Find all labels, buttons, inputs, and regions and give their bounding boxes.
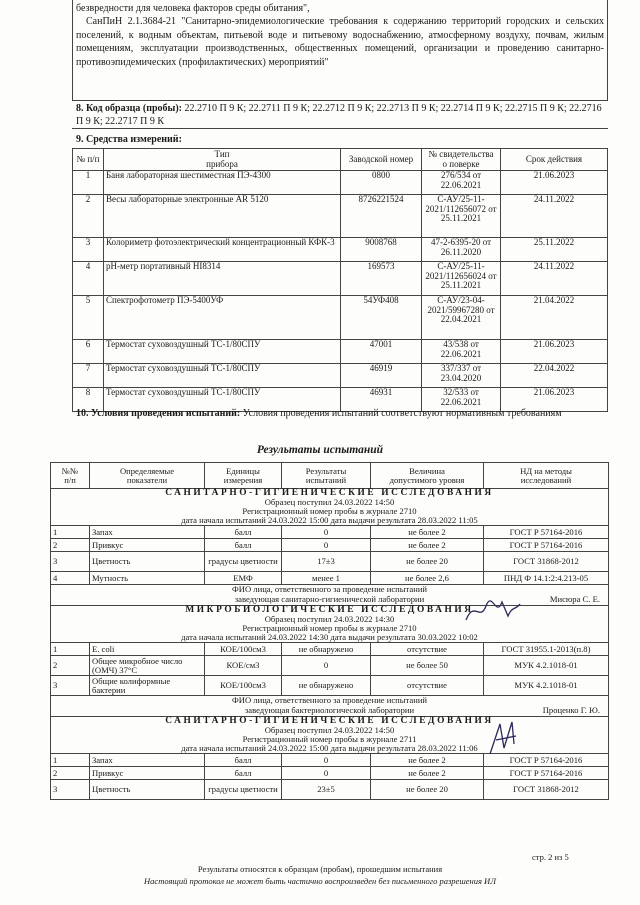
equipment-row bbox=[73, 364, 608, 388]
responsible-person-detail-row bbox=[51, 705, 609, 717]
result-limit: отсутствие bbox=[371, 643, 484, 656]
intro-text: СанПиН 2.1.3684-21 "Санитарно-эпидемиологические требования к содержанию территорий городских и сельских поселений, к водным объектам, питьевой воде и питьевому водоснабжению, атмосферному воздуху, почвам, жилым помещениям, эксплуатации производственных, общественных помещений, организации и проведению санитарно-противоэпидемических (профилактических) мероприятий" bbox=[76, 16, 604, 68]
responsible-person-detail bbox=[51, 594, 609, 606]
result-number: 2 bbox=[51, 656, 90, 676]
result-limit: не более 2,6 bbox=[371, 572, 484, 585]
result-row bbox=[51, 656, 609, 676]
responsible-person-row bbox=[51, 696, 609, 706]
result-method: ГОСТ 31868-2012 bbox=[484, 780, 609, 800]
result-indicator: Цветность bbox=[90, 552, 205, 572]
section-registration: Регистрационный номер пробы в журнале 2710 bbox=[51, 624, 609, 633]
equipment-number: 8 bbox=[73, 388, 104, 412]
responsible-person-detail bbox=[51, 705, 609, 717]
equipment-row bbox=[73, 238, 608, 262]
section-registration: Регистрационный номер пробы в журнале 2710 bbox=[51, 507, 609, 516]
equipment-certificate: 337/337 от 23.04.2020 bbox=[422, 364, 501, 388]
result-row bbox=[51, 552, 609, 572]
equipment-certificate: 43/538 от 22.06.2021 bbox=[422, 340, 501, 364]
section-dates: дата начала испытаний 24.03.2022 15:00 дата выдачи результата 28.03.2022 11:05 bbox=[51, 516, 609, 526]
result-number: 3 bbox=[51, 676, 90, 696]
equipment-header-row bbox=[73, 149, 608, 171]
result-indicator: Общее микробное число (ОМЧ) 37°С bbox=[90, 656, 205, 676]
footer-note2: Настоящий протокол не может быть частично воспроизведен без письменного разрешения ИЛ bbox=[144, 876, 496, 886]
section-title: МИКРОБИОЛОГИЧЕСКИЕ ИССЛЕДОВАНИЯ bbox=[51, 606, 609, 616]
equipment-number: 4 bbox=[73, 262, 104, 296]
equipment-validity: 24.11.2022 bbox=[501, 195, 608, 238]
result-number: 1 bbox=[51, 643, 90, 656]
equipment-type: Весы лабораторные электронные AR 5120 bbox=[104, 195, 341, 238]
equipment-type: Баня лабораторная шестиместная ПЭ-4300 bbox=[104, 171, 341, 195]
equipment-header-certificate: № свидетельства о поверке bbox=[422, 149, 501, 171]
responsible-person-role: заведующая санитарно-гигиенической лаборатории bbox=[234, 594, 425, 604]
section-dates: дата начала испытаний 24.03.2022 15:00 дата выдачи результата 28.03.2022 11:06 bbox=[51, 744, 609, 754]
equipment-number: 6 bbox=[73, 340, 104, 364]
result-row bbox=[51, 676, 609, 696]
result-method: МУК 4.2.1018-01 bbox=[484, 676, 609, 696]
section-received: Образец поступил 24.03.2022 14:50 bbox=[51, 726, 609, 735]
section-registration: Регистрационный номер пробы в журнале 2711 bbox=[51, 735, 609, 744]
result-number: 3 bbox=[51, 780, 90, 800]
frame-bottom-line bbox=[72, 100, 608, 101]
result-method: ГОСТ Р 57164-2016 bbox=[484, 754, 609, 767]
section-dates-row bbox=[51, 633, 609, 643]
result-method: ГОСТ Р 57164-2016 bbox=[484, 767, 609, 780]
responsible-person-detail-row bbox=[51, 594, 609, 606]
footer-note1: Результаты относятся к образцам (пробам), прошедшим испытания bbox=[197, 864, 443, 874]
result-units: градусы цветности bbox=[205, 780, 282, 800]
equipment-header-validity: Срок действия bbox=[501, 149, 608, 171]
result-units: балл bbox=[205, 754, 282, 767]
equipment-validity: 21.06.2023 bbox=[501, 340, 608, 364]
result-value: менее 1 bbox=[282, 572, 371, 585]
result-units: КОЕ/100см3 bbox=[205, 676, 282, 696]
result-method: ГОСТ 31868-2012 bbox=[484, 552, 609, 572]
result-limit: отсутствие bbox=[371, 676, 484, 696]
result-limit: не более 50 bbox=[371, 656, 484, 676]
section-dates-row bbox=[51, 516, 609, 526]
result-indicator: Мутность bbox=[90, 572, 205, 585]
result-row bbox=[51, 539, 609, 552]
result-units: КОЕ/см3 bbox=[205, 656, 282, 676]
equipment-validity: 21.06.2023 bbox=[501, 388, 608, 412]
equipment-validity: 21.04.2022 bbox=[501, 296, 608, 340]
equipment-validity: 21.06.2023 bbox=[501, 171, 608, 195]
result-value: 0 bbox=[282, 539, 371, 552]
equipment-certificate: С-АУ/25-11-2021/112656072 от 25.11.2021 bbox=[422, 195, 501, 238]
result-indicator: Запах bbox=[90, 754, 205, 767]
result-limit: не более 2 bbox=[371, 539, 484, 552]
equipment-number: 3 bbox=[73, 238, 104, 262]
result-units: балл bbox=[205, 526, 282, 539]
equipment-row bbox=[73, 262, 608, 296]
equipment-serial: 46919 bbox=[341, 364, 422, 388]
equipment-header-type: Тип прибора bbox=[104, 149, 341, 171]
result-units: КОЕ/100см3 bbox=[205, 643, 282, 656]
page-number: стр. 2 из 5 bbox=[532, 852, 569, 862]
result-limit: не более 2 bbox=[371, 767, 484, 780]
results-header-result: Результаты испытаний bbox=[282, 463, 371, 489]
signature-protsenko bbox=[486, 718, 530, 758]
result-number: 1 bbox=[51, 526, 90, 539]
test-conditions-label: 10. Условия проведения испытаний: bbox=[76, 408, 241, 419]
result-limit: не более 2 bbox=[371, 526, 484, 539]
result-limit: не более 2 bbox=[371, 754, 484, 767]
results-header-units: Единицы измерения bbox=[205, 463, 282, 489]
result-method: МУК 4.2.1018-01 bbox=[484, 656, 609, 676]
result-number: 1 bbox=[51, 754, 90, 767]
test-conditions-value: Условия проведения испытаний соответствуют нормативным требованиям bbox=[240, 408, 562, 419]
measuring-instruments-label: 9. Средства измерений: bbox=[76, 134, 182, 145]
result-indicator: Привкус bbox=[90, 767, 205, 780]
result-row bbox=[51, 572, 609, 585]
test-conditions bbox=[76, 408, 616, 419]
result-indicator: Общие колиформные бактерии bbox=[90, 676, 205, 696]
equipment-certificate: 47-2-6395-20 от 26.11.2020 bbox=[422, 238, 501, 262]
equipment-serial: 0800 bbox=[341, 171, 422, 195]
equipment-header-serial: Заводской номер bbox=[341, 149, 422, 171]
results-title: Результаты испытаний bbox=[256, 444, 384, 456]
equipment-row bbox=[73, 296, 608, 340]
equipment-number: 5 bbox=[73, 296, 104, 340]
result-value: 0 bbox=[282, 656, 371, 676]
results-header-limit: Величина допустимого уровня bbox=[371, 463, 484, 489]
intro-line0: безвредности для человека факторов среды обитания", bbox=[76, 3, 310, 14]
equipment-row bbox=[73, 195, 608, 238]
result-method: ГОСТ Р 57164-2016 bbox=[484, 539, 609, 552]
equipment-serial: 46931 bbox=[341, 388, 422, 412]
equipment-type: Термостат суховоздушный ТС-1/80СПУ bbox=[104, 364, 341, 388]
equipment-header-number: № п/п bbox=[73, 149, 104, 171]
section-dates: дата начала испытаний 24.03.2022 14:30 дата выдачи результата 30.03.2022 10:02 bbox=[51, 633, 609, 643]
section-title: САНИТАРНО-ГИГИЕНИЧЕСКИЕ ИССЛЕДОВАНИЯ bbox=[51, 717, 609, 727]
equipment-table bbox=[72, 148, 608, 412]
equipment-validity: 25.11.2022 bbox=[501, 238, 608, 262]
results-header-indicator: Определяемые показатели bbox=[90, 463, 205, 489]
result-indicator: Цветность bbox=[90, 780, 205, 800]
result-number: 4 bbox=[51, 572, 90, 585]
equipment-type: Термостат суховоздушный ТС-1/80СПУ bbox=[104, 388, 341, 412]
equipment-number: 2 bbox=[73, 195, 104, 238]
result-method: ГОСТ 31955.1-2013(п.8) bbox=[484, 643, 609, 656]
result-row bbox=[51, 526, 609, 539]
result-indicator: E. coli bbox=[90, 643, 205, 656]
results-header-method: НД на методы исследований bbox=[484, 463, 609, 489]
equipment-validity: 24.11.2022 bbox=[501, 262, 608, 296]
result-limit: не более 20 bbox=[371, 780, 484, 800]
result-indicator: Запах bbox=[90, 526, 205, 539]
item8-bottom-line bbox=[72, 128, 608, 129]
equipment-certificate: 32/533 от 22.06.2021 bbox=[422, 388, 501, 412]
equipment-certificate: С-АУ/25-11-2021/112656024 от 25.11.2021 bbox=[422, 262, 501, 296]
result-value: 17±3 bbox=[282, 552, 371, 572]
sample-codes bbox=[76, 103, 606, 128]
result-row bbox=[51, 767, 609, 780]
section-title: САНИТАРНО-ГИГИЕНИЧЕСКИЕ ИССЛЕДОВАНИЯ bbox=[51, 489, 609, 499]
equipment-type: pH-метр портативный HI8314 bbox=[104, 262, 341, 296]
results-header-row bbox=[51, 463, 609, 489]
equipment-row bbox=[73, 171, 608, 195]
equipment-certificate: С-АУ/23-04-2021/59967280 от 22.04.2021 bbox=[422, 296, 501, 340]
result-value: не обнаружено bbox=[282, 676, 371, 696]
responsible-person-name: Проценко Г. Ю. bbox=[542, 705, 600, 715]
result-units: ЕМФ bbox=[205, 572, 282, 585]
responsible-person-name: Мисюра С. Е. bbox=[549, 594, 600, 604]
result-value: 23±5 bbox=[282, 780, 371, 800]
responsible-person-role: заведующая бактериологической лаборатории bbox=[244, 705, 415, 715]
result-value: не обнаружено bbox=[282, 643, 371, 656]
result-units: градусы цветности bbox=[205, 552, 282, 572]
equipment-serial: 54УФ408 bbox=[341, 296, 422, 340]
result-number: 3 bbox=[51, 552, 90, 572]
result-indicator: Привкус bbox=[90, 539, 205, 552]
equipment-row bbox=[73, 340, 608, 364]
equipment-number: 7 bbox=[73, 364, 104, 388]
equipment-type: Спектрофотометр ПЭ-5400УФ bbox=[104, 296, 341, 340]
frame-left-line bbox=[72, 0, 73, 100]
equipment-serial: 47001 bbox=[341, 340, 422, 364]
equipment-serial: 8726221524 bbox=[341, 195, 422, 238]
responsible-person-row bbox=[51, 585, 609, 595]
responsible-person-label: ФИО лица, ответственного за проведение испытаний bbox=[51, 585, 609, 595]
results-header-number: №№ п/п bbox=[51, 463, 90, 489]
frame-right-line bbox=[607, 0, 608, 100]
equipment-number: 1 bbox=[73, 171, 104, 195]
responsible-person-label: ФИО лица, ответственного за проведение испытаний bbox=[51, 696, 609, 706]
equipment-serial: 9008768 bbox=[341, 238, 422, 262]
section-received: Образец поступил 24.03.2022 14:30 bbox=[51, 615, 609, 624]
result-number: 2 bbox=[51, 767, 90, 780]
result-row bbox=[51, 780, 609, 800]
result-method: ГОСТ Р 57164-2016 bbox=[484, 526, 609, 539]
result-units: балл bbox=[205, 767, 282, 780]
equipment-certificate: 276/534 от 22.06.2021 bbox=[422, 171, 501, 195]
result-limit: не более 20 bbox=[371, 552, 484, 572]
result-value: 0 bbox=[282, 767, 371, 780]
equipment-validity: 22.04.2022 bbox=[501, 364, 608, 388]
equipment-type: Термостат суховоздушный ТС-1/80СПУ bbox=[104, 340, 341, 364]
result-number: 2 bbox=[51, 539, 90, 552]
equipment-serial: 169573 bbox=[341, 262, 422, 296]
result-value: 0 bbox=[282, 754, 371, 767]
signature-misyura bbox=[462, 596, 522, 626]
sample-codes-value: 22.2710 П 9 К; 22.2711 П 9 К; 22.2712 П 9 К; 22.2713 П 9 К; 22.2714 П 9 К; 22.2715 П 9 К; 22.2716 П 9 К; 22.2717 П 9 К bbox=[76, 103, 602, 127]
result-units: балл bbox=[205, 539, 282, 552]
section-received: Образец поступил 24.03.2022 14:50 bbox=[51, 498, 609, 507]
result-method: ПНД Ф 14.1:2:4.213-05 bbox=[484, 572, 609, 585]
result-value: 0 bbox=[282, 526, 371, 539]
sample-codes-label: 8. Код образца (пробы): bbox=[76, 103, 182, 114]
result-row bbox=[51, 643, 609, 656]
equipment-type: Колориметр фотоэлектрический концентрационный КФК-3 bbox=[104, 238, 341, 262]
